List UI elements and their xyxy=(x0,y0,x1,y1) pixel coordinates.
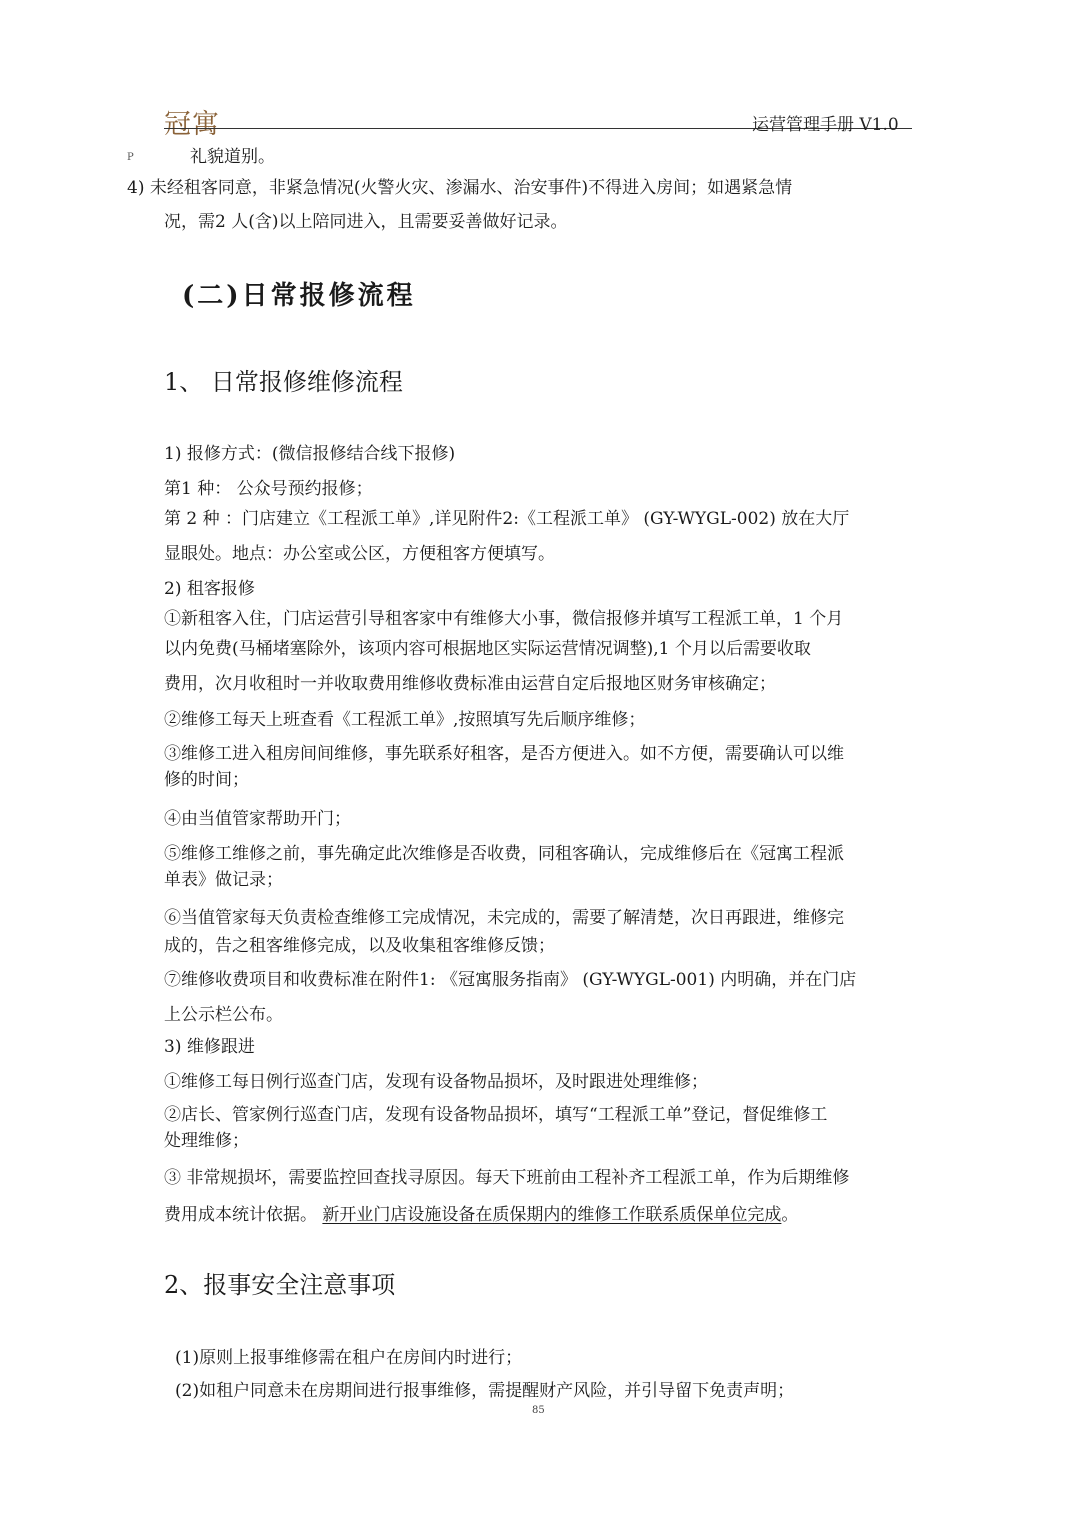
body-line: 上公示栏公布。 xyxy=(164,1005,283,1025)
body-line: 3) 维修跟进 xyxy=(164,1037,255,1057)
body-line: (1)原则上报事维修需在租户在房间内时进行； xyxy=(175,1348,523,1368)
body-line: ⑦维修收费项目和收费标准在附件1: 《冠寓服务指南》 (GY-WYGL-001) 内明确，并在门店 xyxy=(164,970,857,990)
top-line-3: 况，需2 人(含)以上陪同进入，且需要妥善做好记录。 xyxy=(164,212,568,232)
body-line: ②店长、管家例行巡查门店，发现有设备物品损坏，填写“工程派工单”登记，督促维修工 xyxy=(164,1105,828,1125)
body-line: 以内免费(马桶堵塞除外，该项内容可根据地区实际运营情况调整),1 个月以后需要收取 xyxy=(164,639,811,659)
body-line: 第 2 种 ：门店建立《工程派工单》,详见附件2:《工程派工单》 (GY-WYGL-002) 放在大厅 xyxy=(164,509,850,529)
body-line: ③维修工进入租房间间维修，事先联系好租客，是否方便进入。如不方便，需要确认可以维 xyxy=(164,744,844,764)
body-line: 单表》做记录； xyxy=(164,870,283,890)
body-line: 显眼处。地点：办公室或公区，方便租客方便填写。 xyxy=(164,544,555,564)
brand-logo-text: 冠寓 xyxy=(164,109,220,140)
underlined-text: 新开业门店设施设备在质保期内的维修工作联系质保单位完成 xyxy=(322,1205,782,1225)
page-number: 85 xyxy=(532,1405,545,1416)
body-line: 第1 种： 公众号预约报修； xyxy=(164,479,373,499)
subsection-2-title: 2、报事安全注意事项 xyxy=(164,1271,396,1299)
top-line-2: 4) 未经租客同意，非紧急情况(火警火灾、渗漏水、治安事件)不得进入房间；如遇紧急情 xyxy=(127,178,793,198)
subsection-1-title: 1、 日常报修维修流程 xyxy=(164,368,403,396)
body-text: 费用成本统计依据。 xyxy=(164,1205,323,1225)
body-line: 费用，次月收租时一并收取费用维修收费标准由运营自定后报地区财务审核确定； xyxy=(164,674,776,694)
body-line: 1) 报修方式：(微信报修结合线下报修) xyxy=(164,444,456,464)
header-title: 运营管理手册 V1.0 xyxy=(752,115,899,135)
section-title: (二)日常报修流程 xyxy=(182,281,416,311)
body-line: ⑤维修工维修之前，事先确定此次维修是否收费，同租客确认，完成维修后在《冠寓工程派 xyxy=(164,844,844,864)
body-line: 修的时间； xyxy=(164,770,249,790)
body-line-last xyxy=(164,1204,798,1226)
body-line: ④由当值管家帮助开门； xyxy=(164,809,351,829)
body-line: 2) 租客报修 xyxy=(164,579,255,599)
body-line: (2)如租户同意未在房期间进行报事维修，需提醒财产风险，并引导留下免责声明； xyxy=(175,1381,795,1401)
body-line: ⑥当值管家每天负责检查维修工完成情况，未完成的，需要了解清楚，次日再跟进，维修完 xyxy=(164,908,844,928)
margin-mark: P xyxy=(127,152,134,163)
body-line: ①维修工每日例行巡查门店，发现有设备物品损坏，及时跟进处理维修； xyxy=(164,1072,708,1092)
body-line: 成的，告之租客维修完成，以及收集租客维修反馈； xyxy=(164,936,555,956)
body-line: 处理维修； xyxy=(164,1131,249,1151)
body-text: 。 xyxy=(781,1205,799,1225)
body-line: ②维修工每天上班查看《工程派工单》,按照填写先后顺序维修； xyxy=(164,710,646,730)
body-line: ③ 非常规损坏，需要监控回查找寻原因。每天下班前由工程补齐工程派工单，作为后期维修 xyxy=(164,1168,850,1188)
body-line: ①新租客入住，门店运营引导租客家中有维修大小事，微信报修并填写工程派工单，1 个月 xyxy=(164,609,844,629)
top-line-1: 礼貌道别。 xyxy=(190,147,275,167)
